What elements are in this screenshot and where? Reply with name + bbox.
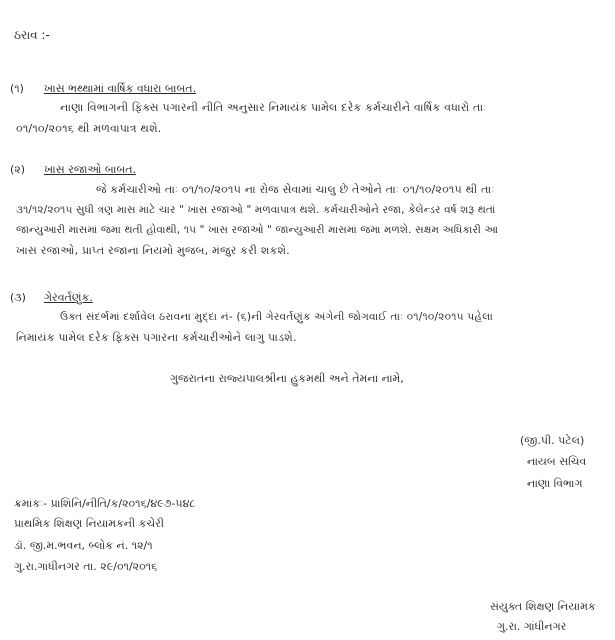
reference-address: ડૉ. જી.મ.ભવન, બ્લોક નં. ૧૨/૧ — [14, 539, 153, 552]
signatory-department: નાણા વિભાગ — [527, 477, 583, 490]
section-2-line: ખાસ રજાઓ, પ્રાપ્ત રજાના નિયમો મુજબ, મંજુર કરી શકશે. — [16, 244, 290, 257]
reference-office: પ્રાથમિક શિક્ષણ નિયામકની કચેરી — [14, 517, 164, 530]
reference-number: ક્રમાંકઃ- પ્રાશિનિ/નીતિ/ક/૨૦૧૬/૪૯૭-૫૪૮ — [14, 497, 196, 510]
section-3-line: નિમાયંક પામેલ દરેક ફિક્સ પગારના કર્મચારીઓને લાગુ પાડશે. — [16, 331, 297, 344]
resolution-heading: ઠરાવ :- — [14, 28, 50, 42]
section-2-line: જે કર્મચારીઓ તાઃ ૦૧/૧૦/૨૦૧૫ ના રોજ સેવામાં ચાલુ છે તેઓને તાઃ ૦૧/૧૦/૨૦૧૫ થી તાઃ — [96, 183, 495, 196]
reference-city-date: ગુ.રા.ગાંધીનગર તા. ૨૯/૦૧/૨૦૧૬ — [14, 560, 158, 573]
section-3-line: ઉક્ત સંદર્ભમાં દર્શાવેલ ઠરાવના મુદ્દા નં- (૬)ની ગેરવર્તણુંક અંગેની જોગવાઈ તાઃ ૦૧/૧૦/૨૦૧૫ પહેલા — [60, 311, 493, 323]
section-1-line: નાણા વિભાગની ફિક્સ પગારની નીતિ અનુસાર નિમાયંક પામેલ દરેક કર્મચારીને વાર્ષિક વધારો તાઃ — [60, 101, 487, 114]
section-2-title: ખાસ રજાઓ બાબત. — [44, 163, 137, 176]
section-3-number: (૩) — [10, 291, 26, 304]
section-1-number: (૧) — [10, 82, 24, 95]
section-2-line: ૩૧/૧૨/૨૦૧૫ સુધી ત્રણ માસ માટે ચાર " ખાસ રજાઓ " મળવાપાત્ર થશે. કર્મચારીઓને રજા, કેલેન્ડર વર્ષ શરૂ થતાં — [16, 204, 496, 216]
section-1-title: ખાસ ભથ્થામાં વાર્ષિક વધારા બાબત. — [44, 82, 197, 95]
signatory-designation: નાયબ સચિવ — [527, 455, 587, 468]
section-1-line: ૦૧/૧૦/૨૦૧૬ થી મળવાપાત્ર થશે. — [16, 122, 162, 135]
section-2-number: (૨) — [10, 163, 26, 176]
section-2-line: જાન્યુઆરી માસમાં જમા થતી હોવાથી, ૧૫ " ખાસ રજાઓ " જાન્યુઆરી માસમાં જમા મળશે. સક્ષમ અધિકારી આ — [16, 224, 498, 236]
signatory-name: (જી.પી. પટેલ) — [520, 434, 585, 447]
order-line: ગુજરાતના રાજ્યપાલશ્રીના હુકમથી અને તેમના નામે, — [170, 372, 404, 385]
footer-city: ગુ.રા. ગાંધીનગર — [497, 620, 567, 633]
footer-designation: સંયુક્ત શિક્ષણ નિયામક — [490, 600, 596, 613]
section-3-title: ગેરવર્તણુંક. — [44, 291, 93, 304]
